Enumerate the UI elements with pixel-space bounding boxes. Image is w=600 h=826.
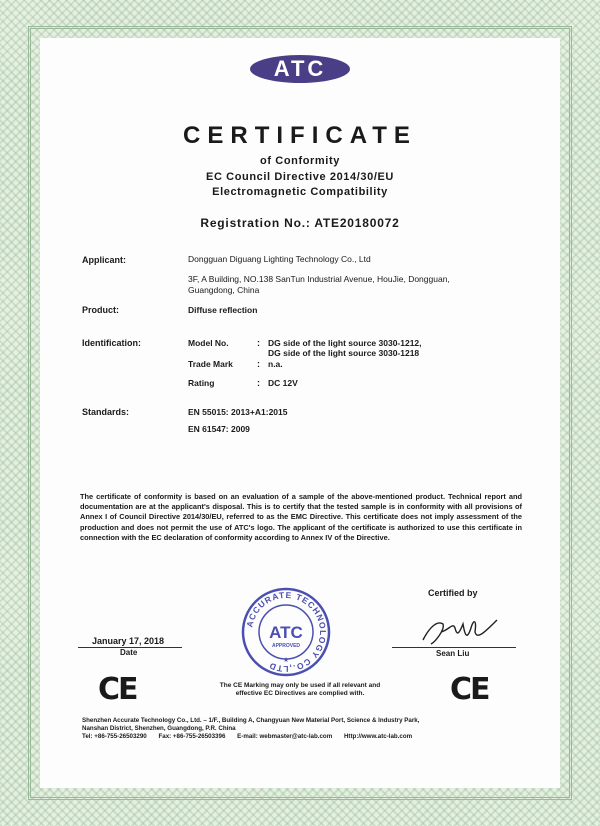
applicant-address-1: 3F, A Building, NO.138 SanTun Industrial Avenue, HouJie, Dongguan,: [188, 274, 450, 284]
seal-ring-text: ACCURATE TECHNOLOGY CO.,LTD: [244, 589, 329, 675]
rating-value: DC 12V: [268, 378, 298, 388]
subtitle-emc: Electromagnetic Compatibility: [212, 186, 388, 198]
applicant-address-2: Guangdong, China: [188, 285, 260, 295]
footer-address-1: Shenzhen Accurate Technology Co., Ltd. – 1/F., Building A, Changyuan New Material Port, Science & Industry Park,: [82, 717, 420, 724]
model-value-1: DG side of the light source 3030-1212,: [268, 338, 422, 348]
applicant-label: Applicant:: [82, 255, 126, 265]
product-label: Product:: [82, 305, 119, 315]
footer-contacts: [82, 733, 422, 741]
ce-mark-right: CE: [450, 672, 489, 707]
ce-mark-left: CE: [98, 672, 137, 707]
signature-image: [415, 610, 505, 650]
standards-label: Standards:: [82, 407, 130, 417]
footer-fax: Fax: +86-755-26503396: [158, 733, 226, 740]
conformity-statement: The certificate of conformity is based on an evaluation of a sample of the above-mentioned product. Technical report and documentation are at the applicant's disposal. This is to certify that the tested sample is in conformity with all provisions of Annex I of Council Directive 2014/30/EU, referred to as the EMC Directive. This certificate does not imply assessment of the production and does not permit the use of ATC's logo. The applicant of the certificate is authorized to use this certificate in connection with the EC declaration of conformity according to Annex IV of the Directive.: [80, 492, 522, 542]
atc-seal-stamp: [240, 586, 332, 678]
model-label: Model No.: [188, 338, 229, 348]
footer-email: E-mail: webmaster@atc-lab.com: [237, 733, 333, 740]
trade-mark-value: n.a.: [268, 359, 283, 369]
seal-center-text: ATC: [269, 623, 303, 642]
issue-date: January 17, 2018: [92, 636, 165, 646]
identification-label: Identification:: [82, 338, 141, 348]
applicant-name: Dongguan Diguang Lighting Technology Co., Ltd: [188, 254, 371, 264]
footer-address-2: Nanshan District, Shenzhen, Guangdong, P.R. China: [82, 725, 236, 732]
ce-note-line-2: effective EC Directives are complied with.: [235, 690, 365, 697]
subtitle-directive: EC Council Directive 2014/30/EU: [206, 171, 394, 183]
model-colon: :: [257, 338, 260, 348]
trade-mark-label: Trade Mark: [188, 359, 233, 369]
footer-tel: Tel: +86-755-26503290: [82, 733, 147, 740]
date-label: Date: [120, 648, 138, 657]
product-value: Diffuse reflection: [188, 305, 258, 315]
registration-number: Registration No.: ATE20180072: [200, 216, 400, 230]
atc-logo: ATC: [250, 55, 350, 83]
trade-mark-colon: :: [257, 359, 260, 369]
signer-name: Sean Liu: [436, 649, 470, 658]
certified-by-label: Certified by: [428, 588, 478, 598]
ce-note-line-1: The CE Marking may only be used if all relevant and: [219, 682, 381, 689]
standard-1: EN 55015: 2013+A1:2015: [188, 407, 288, 417]
seal-star-icon: ★: [282, 657, 290, 664]
model-value-2: DG side of the light source 3030-1218: [268, 348, 420, 358]
certificate-title: CERTIFICATE: [183, 122, 417, 149]
rating-colon: :: [257, 378, 260, 388]
rating-label: Rating: [188, 378, 215, 388]
standard-2: EN 61547: 2009: [188, 424, 250, 434]
subtitle-conformity: of Conformity: [260, 155, 340, 167]
signature-line: [392, 647, 516, 648]
seal-approved-text: APPROVED: [271, 643, 301, 649]
footer-web: Http://www.atc-lab.com: [343, 733, 413, 740]
